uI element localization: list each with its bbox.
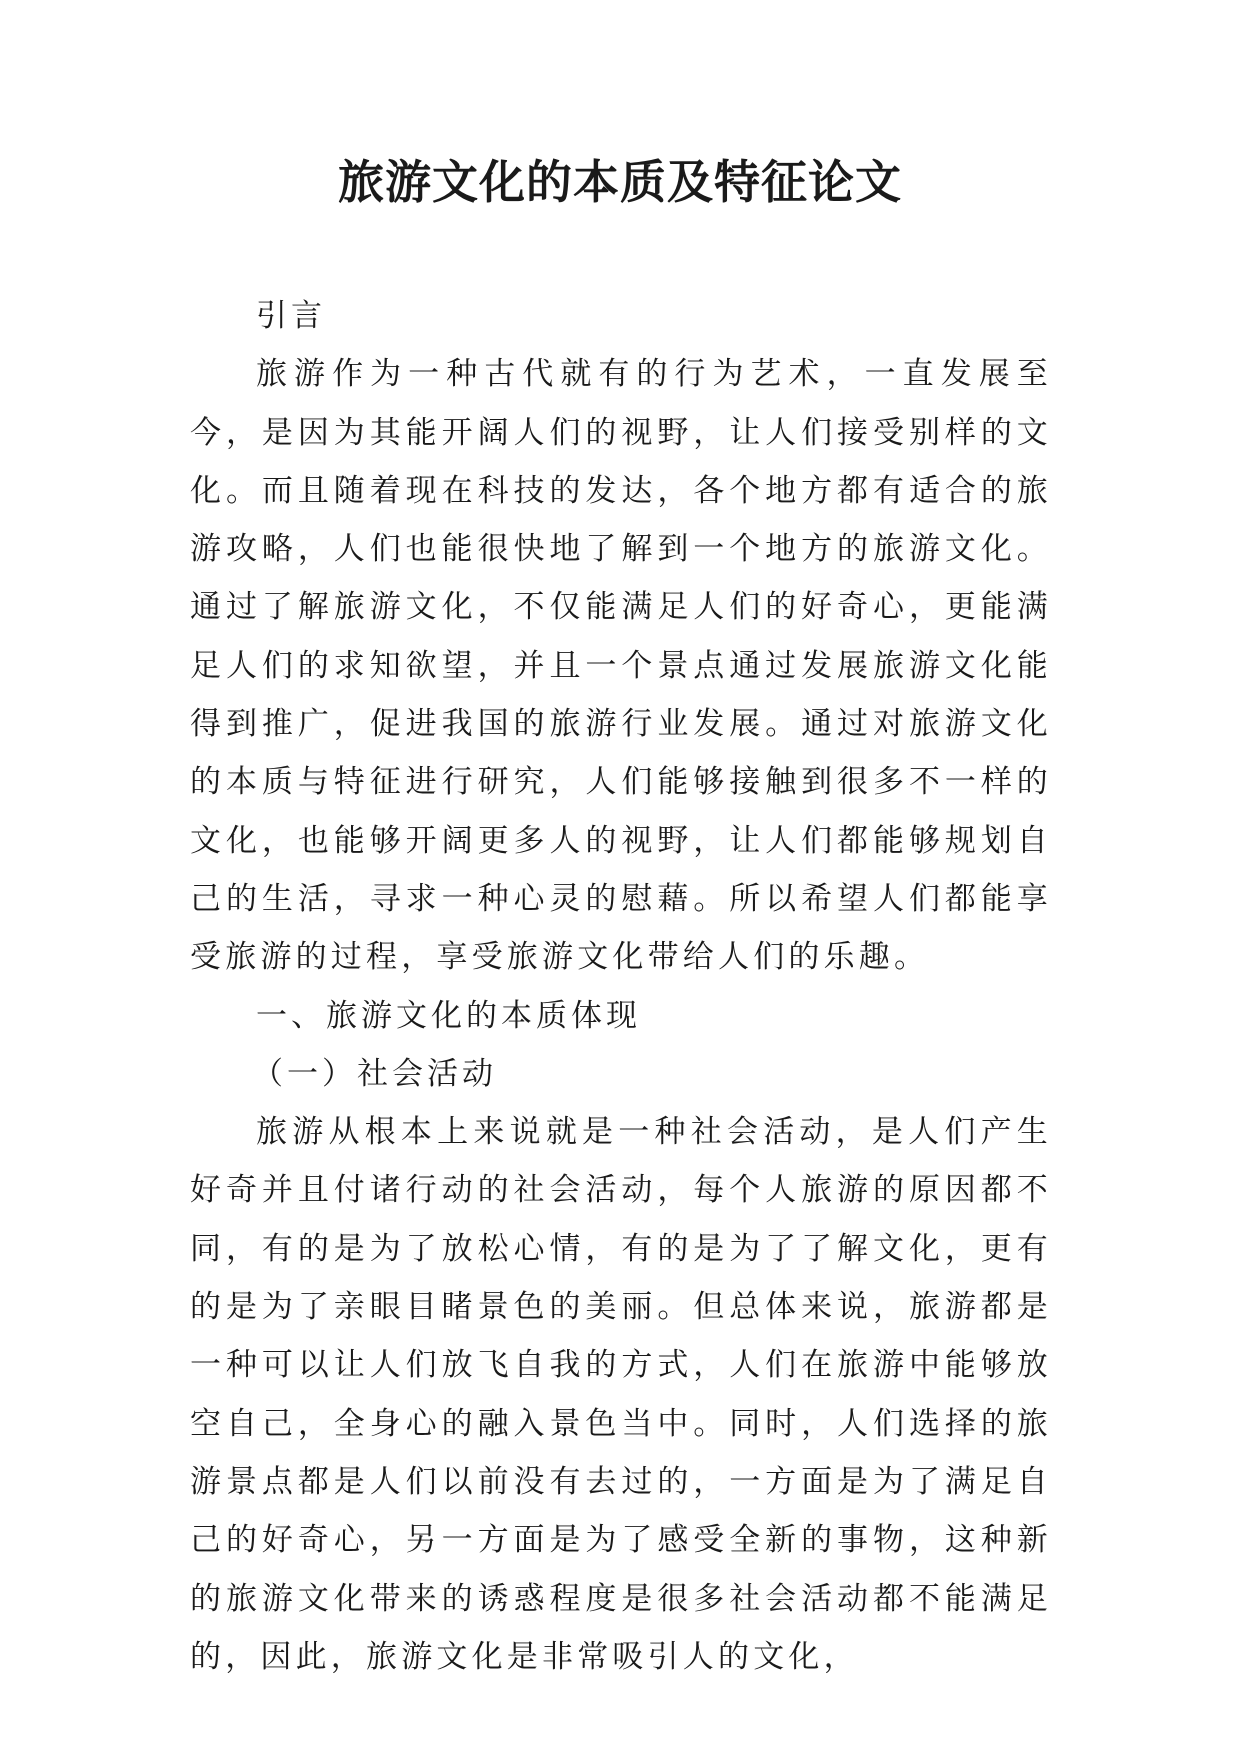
intro-paragraph: 旅游作为一种古代就有的行为艺术，一直发展至今，是因为其能开阔人们的视野，让人们接受别样的文化。而且随着现在科技的发达，各个地方都有适合的旅游攻略，人们也能很快地了解到一个地方的旅游文化。通过了解旅游文化，不仅能满足人们的好奇心，更能满足人们的求知欲望，并且一个景点通过发展旅游文化能得到推广，促进我国的旅游行业发展。通过对旅游文化的本质与特征进行研究，人们能够接触到很多不一样的文化，也能够开阔更多人的视野，让人们都能够规划自己的生活，寻求一种心灵的慰藉。所以希望人们都能享受旅游的过程，享受旅游文化带给人们的乐趣。 [190, 356, 1052, 976]
document-title: 旅游文化的本质及特征论文 [338, 155, 902, 209]
intro-heading: 引言 [256, 298, 326, 334]
document-body [190, 287, 1052, 1686]
section1-sub1-heading: （一）社会活动 [252, 1055, 497, 1092]
section1-sub1-paragraph: 旅游从根本上来说就是一种社会活动，是人们产生好奇并且付诸行动的社会活动，每个人旅游的原因都不同，有的是为了放松心情，有的是为了了解文化，更有的是为了亲眼目睹景色的美丽。但总体来说，旅游都是一种可以让人们放飞自我的方式，人们在旅游中能够放空自己，全身心的融入景色当中。同时，人们选择的旅游景点都是人们以前没有去过的，一方面是为了满足自己的好奇心，另一方面是为了感受全新的事物，这种新的旅游文化带来的诱惑程度是很多社会活动都不能满足的，因此，旅游文化是非常吸引人的文化， [190, 1114, 1052, 1675]
section1-heading: 一、旅游文化的本质体现 [256, 997, 641, 1034]
